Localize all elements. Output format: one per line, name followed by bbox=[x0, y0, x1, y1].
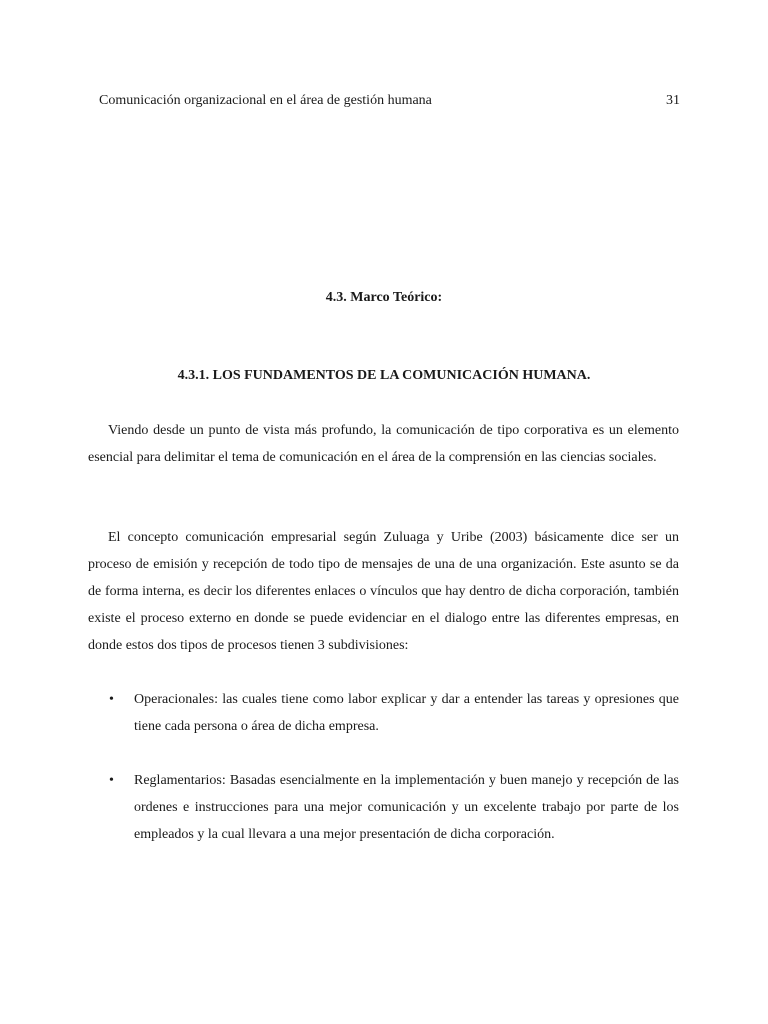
paragraph-2: El concepto comunicación empresarial según Zuluaga y Uribe (2003) básicamente dice ser un proceso de emisión y recepción de todo tipo de mensajes de una de una organización. Este asunto se da de forma interna, es decir los diferentes enlaces o vínculos que hay dentro de dicha corporación, también existe el proceso externo en donde se puede evidenciar en el dialogo entre las diferentes empresas, en donde estos dos tipos de procesos tienen 3 subdivisiones: bbox=[88, 530, 679, 653]
bullet-marker: • bbox=[109, 692, 114, 707]
bullet-marker: • bbox=[109, 773, 114, 788]
list-item-text: Reglamentarios: Basadas esencialmente en la implementación y buen manejo y recepción de las ordenes e instrucciones para una mejor comunicación y un excelente trabajo por parte de los empleados y la cual llevara a una mejor presentación de dicha corporación. bbox=[134, 773, 679, 842]
subsection-heading: 4.3.1. LOS FUNDAMENTOS DE LA COMUNICACIÓN HUMANA. bbox=[177, 368, 591, 383]
running-title: Comunicación organizacional en el área de gestión humana bbox=[99, 93, 432, 108]
list-item bbox=[88, 686, 679, 740]
section-heading: 4.3. Marco Teórico: bbox=[325, 290, 443, 305]
list-item bbox=[88, 767, 679, 848]
page-number: 31 bbox=[666, 93, 680, 108]
paragraph-1: Viendo desde un punto de vista más profundo, la comunicación de tipo corporativa es un elemento esencial para delimitar el tema de comunicación en el área de la comprensión en las ciencias sociales. bbox=[88, 423, 679, 465]
list-item-text: Operacionales: las cuales tiene como labor explicar y dar a entender las tareas y opresiones que tiene cada persona o área de dicha empresa. bbox=[134, 692, 679, 734]
